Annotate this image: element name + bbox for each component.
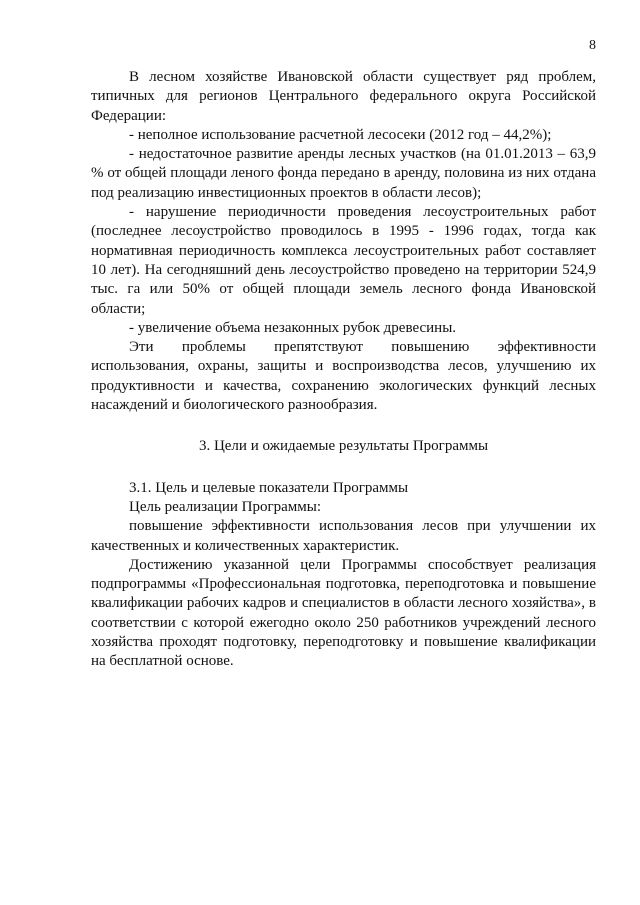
page-number: 8 [589,38,596,53]
paragraph-subprogram: Достижению указанной цели Программы способствует реализация подпрограммы «Профессиональная подготовка, переподготовка и повышение квалификации рабочих кадров и специалистов в области лесного хозяйства», в соответствии с которой ежегодно около 250 работников учреждений лесного хозяйства проходят подготовку, переподготовку и повышение квалификации на бесплатной основе. [91,556,596,670]
paragraph-intro: В лесном хозяйстве Ивановской области существует ряд проблем, типичных для регионов Центрального федерального округа Российской Федерации: [91,69,596,124]
list-item-lease: - недостаточное развитие аренды лесных участков (на 01.01.2013 – 63,9 % от общей площади леного фонда передано в аренду, половина из них отдана под реализацию инвестиционных проектов в области лесов); [91,146,596,201]
paragraph-goal: повышение эффективности использования лесов при улучшении их качественных и количественных характеристик. [91,518,596,554]
document-body [91,68,596,672]
list-item-allowable-cut: - неполное использование расчетной лесосеки (2012 год – 44,2%); [129,126,552,143]
list-item-forest-inventory: - нарушение периодичности проведения лесоустроительных работ (последнее лесоустройство проводилось в 1995 - 1996 годах, тогда как нормативная периодичность комплекса лесоустроительных работ составляет 10 лет). На сегодняшний день лесоустройство проведено на территории 524,9 тыс. га или 50% от общей площади земель лесного фонда Ивановской области; [91,204,596,317]
paragraph-problems-summary: Эти проблемы препятствуют повышению эффективности использования, охраны, защиты и воспроизводства лесов, улучшению их продуктивности и качества, сохранению экологических функций лесных насаждений и биологического разнообразия. [91,339,596,414]
list-item-illegal-logging: - увеличение объема незаконных рубок древесины. [129,319,457,336]
subsection-heading: 3.1. Цель и целевые показатели Программы [129,479,409,496]
section-heading: 3. Цели и ожидаемые результаты Программы [198,438,489,455]
paragraph-goal-label: Цель реализации Программы: [129,498,321,515]
